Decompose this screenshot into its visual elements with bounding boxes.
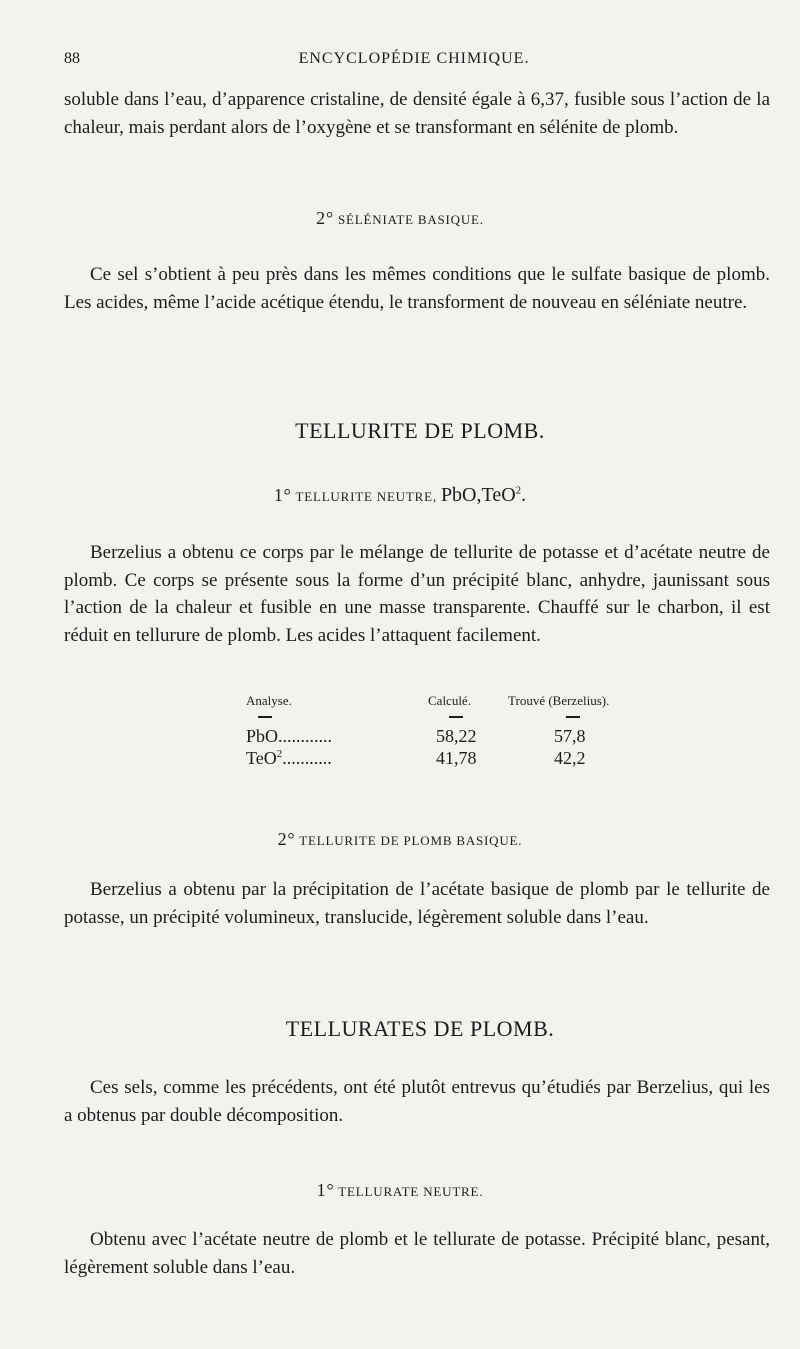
tellurate-neutre-paragraph: Obtenu avec l’acétate neutre de plomb et le tellurate de potasse. Précipité blanc, pesant, légèrement soluble dans l’eau.: [64, 1229, 770, 1278]
tellurates-paragraph: Ces sels, comme les précédents, ont été plutôt entrevus qu’étudiés par Berzelius, qui les a obtenus par double décomposition.: [64, 1077, 770, 1126]
table-header-calc: Calculé.: [428, 693, 471, 708]
selen-basic-paragraph: Ce sel s’obtient à peu près dans les mêmes conditions que le sulfate basique de plomb. Les acides, même l’acide acétique étendu, le transforment de nouveau en séléniate neutre.: [64, 264, 770, 313]
selen-basic-heading: [0, 208, 800, 229]
tellurate-neutre-number: 1°: [316, 1180, 335, 1200]
table-header-found: Trouvé (Berzelius).: [508, 693, 610, 708]
running-title: ENCYCLOPÉDIE CHIMIQUE.: [298, 50, 530, 67]
page-header: [64, 50, 764, 76]
selen-basic-title: SÉLÉNIATE BASIQUE.: [338, 212, 484, 227]
page-number: 88: [64, 50, 80, 67]
tellurite-basic-number: 2°: [277, 829, 296, 849]
tellurate-neutre-title: TELLURATE NEUTRE.: [338, 1184, 484, 1199]
table-header-analysis: Analyse.: [246, 693, 292, 708]
tellurite-neutre-title: TELLURITE NEUTRE,: [295, 489, 437, 504]
tellurates-section-title: TELLURATES DE PLOMB.: [285, 1016, 555, 1041]
header-dash: [566, 716, 580, 718]
tellurite-section-title: TELLURITE DE PLOMB.: [295, 418, 545, 443]
tellurite-basic-title: TELLURITE DE PLOMB BASIQUE.: [299, 833, 523, 848]
header-dash: [449, 716, 463, 718]
tellurite-basic-heading: [0, 829, 800, 850]
table-row-pbo-found: 57,8: [554, 726, 586, 746]
table-row-teo2-calc: 41,78: [436, 748, 477, 768]
tellurate-neutre-heading: [0, 1180, 800, 1201]
table-row-teo2-label: TeO$^2$...........: [246, 748, 332, 768]
tellurite-formula: PbO,TeO$^2$.: [440, 484, 527, 506]
tellurite-neutre-heading: [0, 484, 800, 507]
tellurite-neutre-number: 1°: [273, 485, 292, 505]
table-row-pbo-calc: 58,22: [436, 726, 477, 746]
tellurite-neutre-paragraph: Berzelius a obtenu ce corps par le mélange de tellurite de potasse et d’acétate neutre de plomb. Ce corps se présente sous la forme d’un précipité blanc, anhydre, jaunissant sous l’action de la chaleur et fusible en une masse transparente. Chauffé sur le charbon, il est réduit en tellurure de plomb. Les acides l’attaquent facilement.: [64, 542, 770, 646]
selen-basic-number: 2°: [316, 208, 334, 228]
table-row-pbo-label: PbO............: [246, 726, 333, 746]
table-row-teo2-found: 42,2: [554, 748, 586, 768]
header-dash: [258, 716, 272, 718]
intro-paragraph: soluble dans l’eau, d’apparence cristaline, de densité égale à 6,37, fusible sous l’action de la chaleur, mais perdant alors de l’oxygène et se transformant en sélénite de plomb.: [64, 89, 770, 138]
tellurite-basic-paragraph: Berzelius a obtenu par la précipitation de l’acétate basique de plomb par le tellurite de potasse, un précipité volumineux, translucide, légèrement soluble dans l’eau.: [64, 879, 770, 928]
